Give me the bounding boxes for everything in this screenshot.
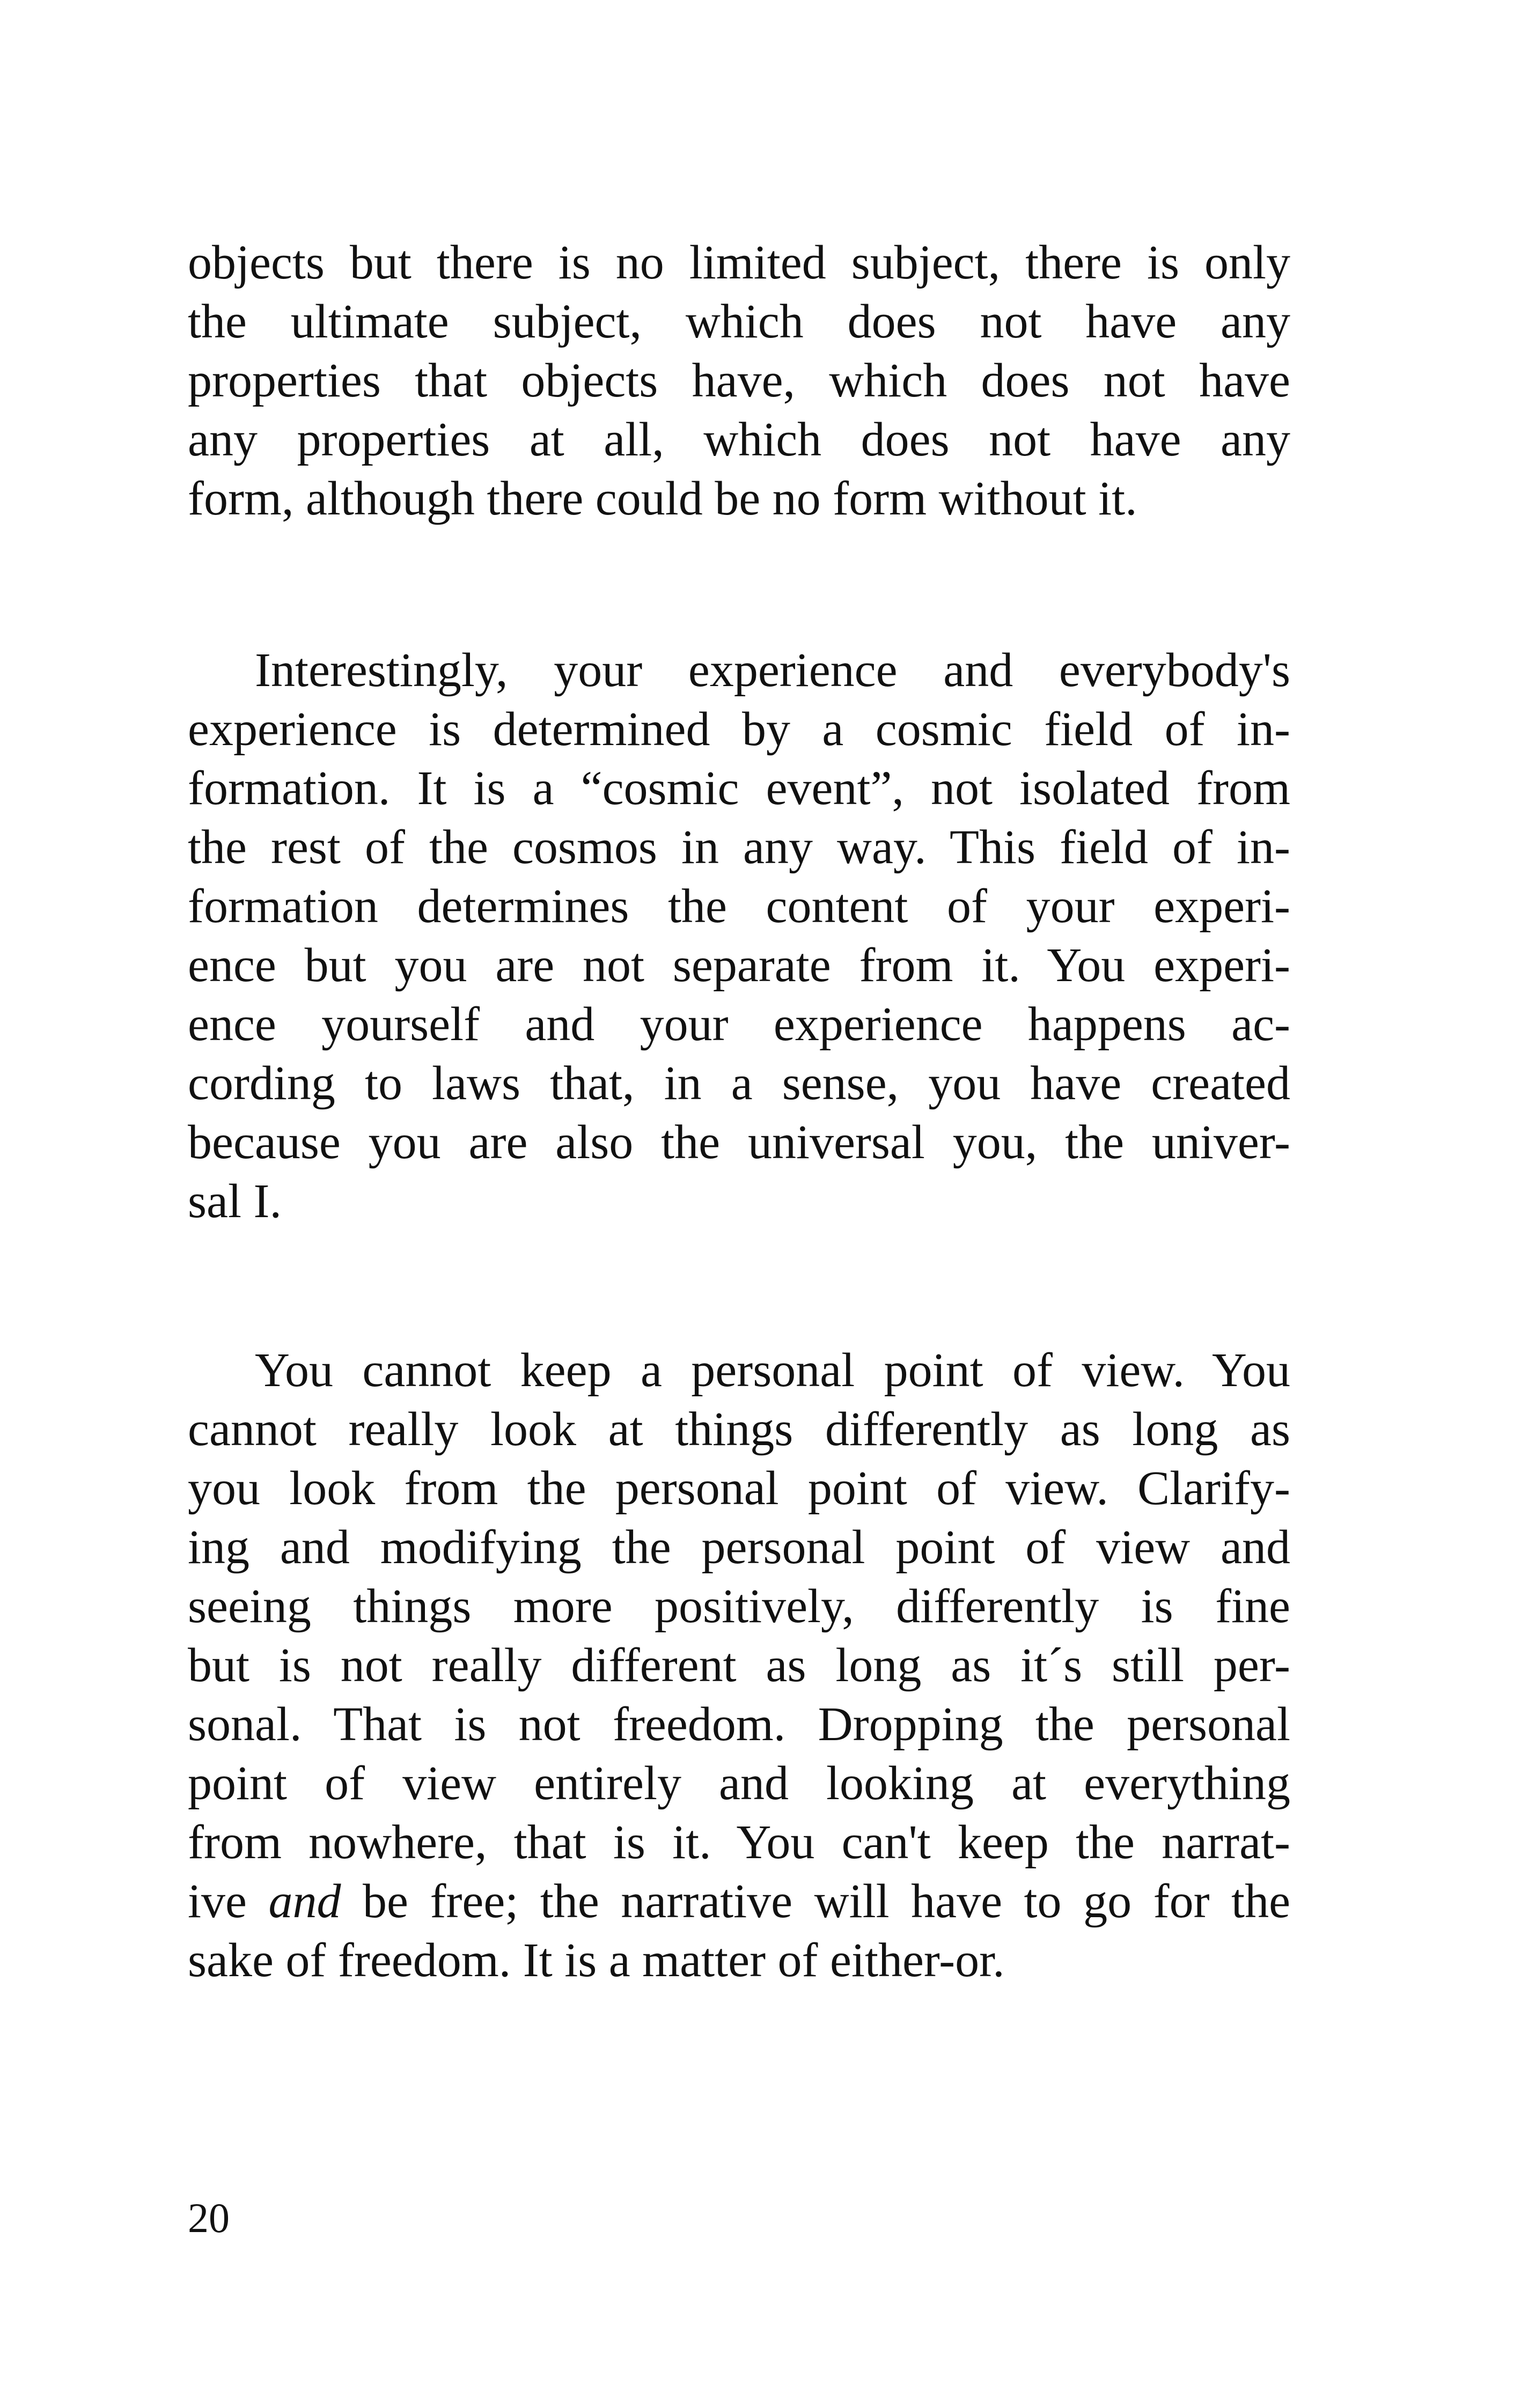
text-fragment: be free; the narrative will have to go for the <box>341 1875 1291 1928</box>
paragraph-1 <box>188 233 1290 528</box>
text-line: sake of freedom. It is a matter of either-or. <box>188 1934 1005 1987</box>
text-line: cording to laws that, in a sense, you have created <box>188 1057 1290 1110</box>
italic-emphasis: and <box>268 1875 341 1928</box>
text-line: experience is determined by a cosmic field of in- <box>188 703 1290 756</box>
text-line: properties that objects have, which does not have <box>188 354 1290 407</box>
text-fragment: ive <box>188 1875 269 1928</box>
text-line: any properties at all, which does not have any <box>188 413 1290 466</box>
text-line: sal I. <box>188 1175 282 1228</box>
text-line <box>188 1872 1290 1931</box>
text-line: Interestingly, your experience and everybody's <box>255 644 1290 697</box>
text-line: point of view entirely and looking at everything <box>188 1757 1290 1810</box>
paragraph-3 <box>188 1341 1290 1990</box>
text-line: sonal. That is not freedom. Dropping the personal <box>188 1698 1290 1751</box>
text-line: seeing things more positively, differently is fine <box>188 1580 1290 1633</box>
text-line: because you are also the universal you, the univer- <box>188 1116 1290 1169</box>
text-line: you look from the personal point of view. Clarify- <box>188 1462 1290 1515</box>
text-line: objects but there is no limited subject, there is only <box>188 236 1290 289</box>
text-line: formation. It is a “cosmic event”, not isolated from <box>188 762 1290 815</box>
text-line: ence yourself and your experience happens ac- <box>188 998 1290 1051</box>
text-line: the ultimate subject, which does not have any <box>188 295 1290 348</box>
text-line: form, although there could be no form without it. <box>188 472 1137 525</box>
text-line: but is not really different as long as it´s still per- <box>188 1639 1290 1692</box>
text-line: cannot really look at things differently as long as <box>188 1403 1290 1456</box>
text-line: from nowhere, that is it. You can't keep the narrat- <box>188 1816 1290 1869</box>
text-line: You cannot keep a personal point of view. You <box>255 1344 1290 1397</box>
text-line: formation determines the content of your experi- <box>188 880 1290 933</box>
text-line: the rest of the cosmos in any way. This field of in- <box>188 821 1290 874</box>
page-number: 20 <box>188 2195 230 2241</box>
text-line: ing and modifying the personal point of view and <box>188 1521 1290 1574</box>
text-line: ence but you are not separate from it. You experi- <box>188 939 1290 992</box>
paragraph-2 <box>188 641 1290 1231</box>
